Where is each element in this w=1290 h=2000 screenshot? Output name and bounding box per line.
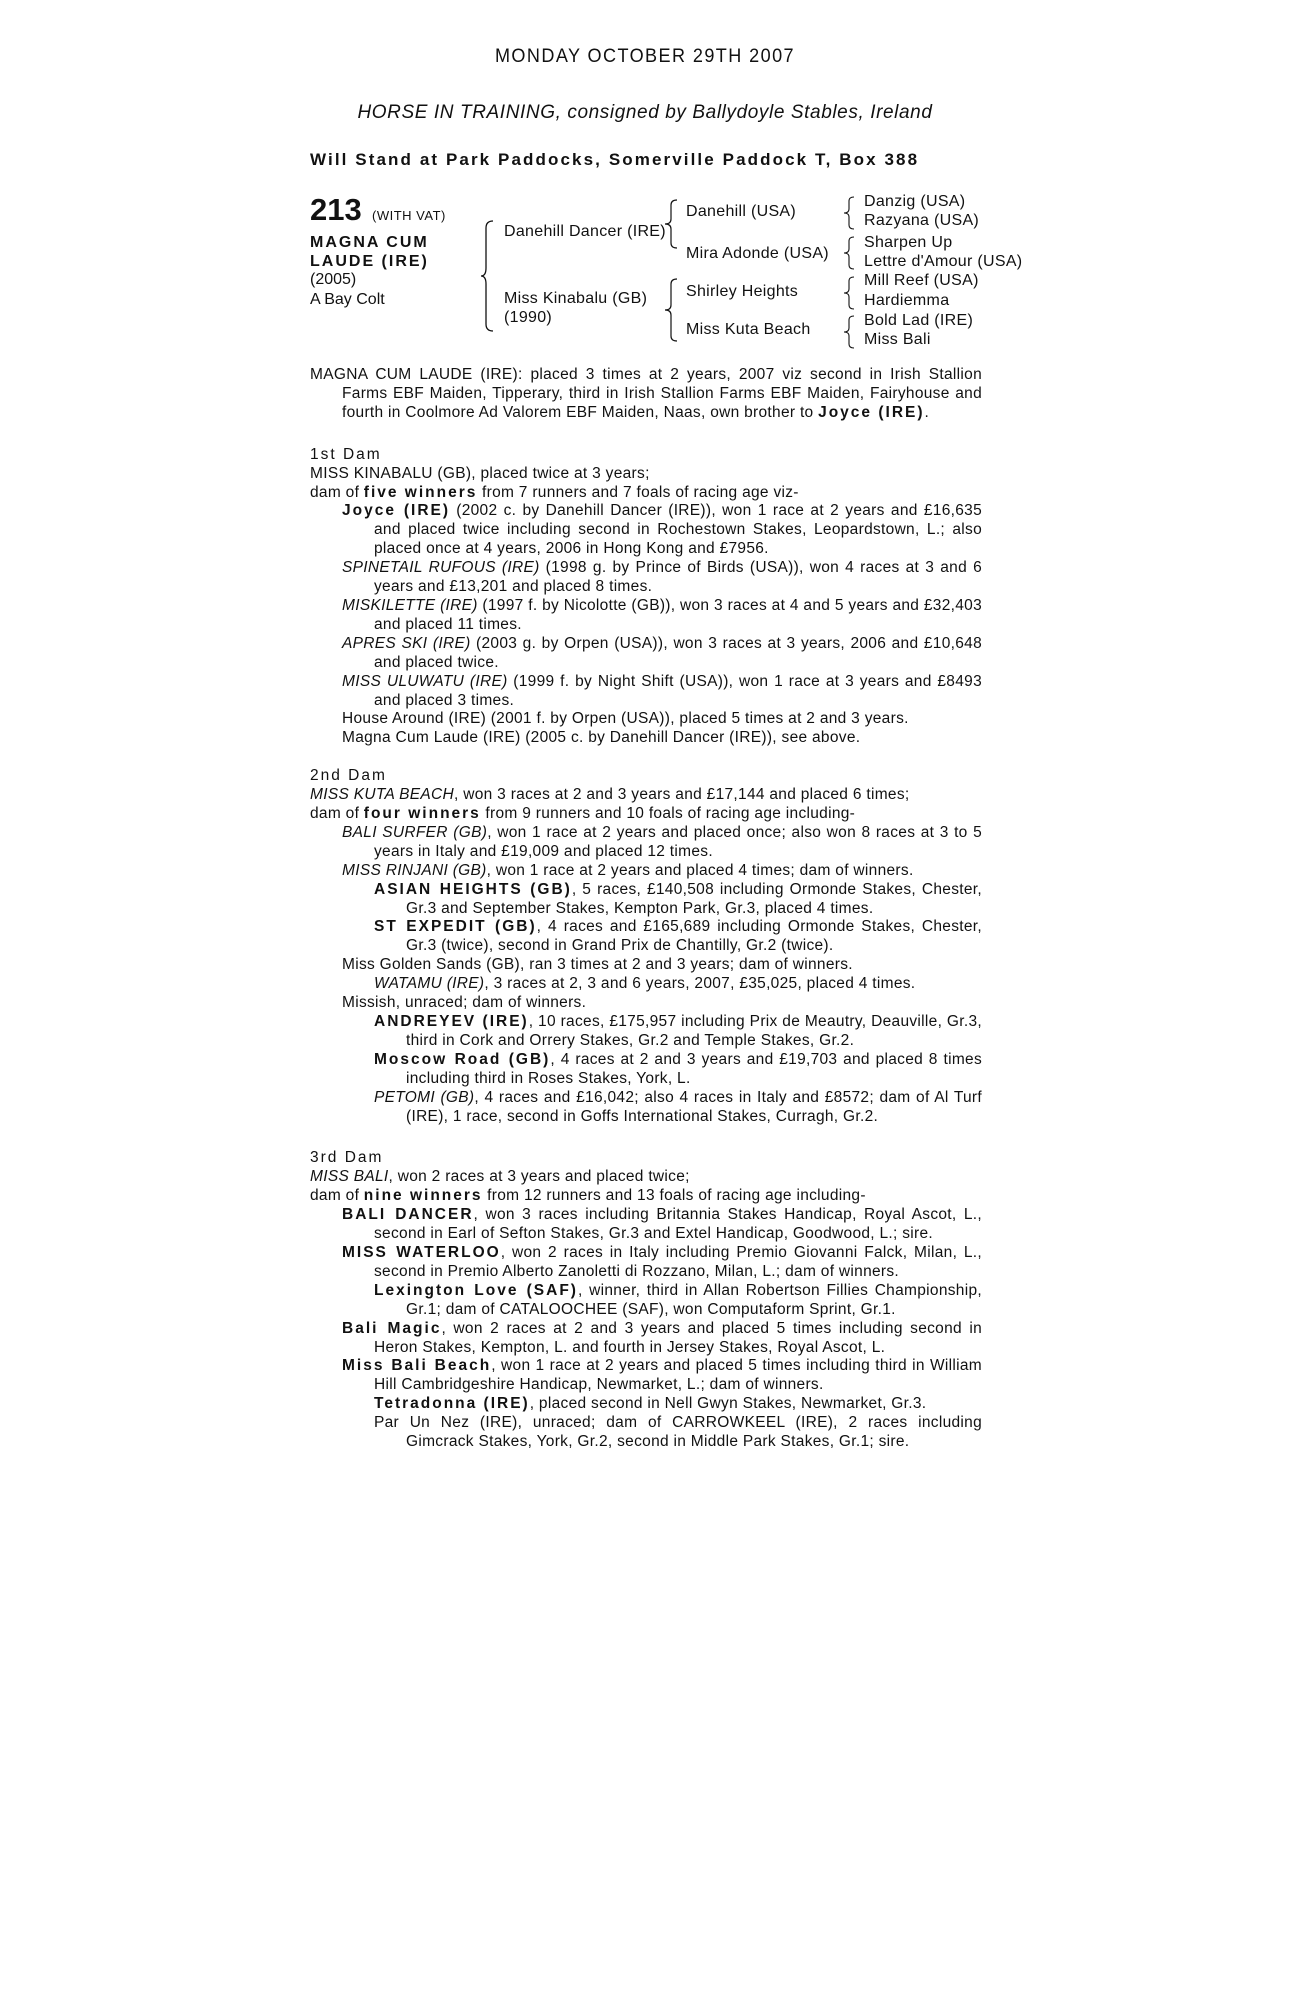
- pedigree-brace-g4: [843, 315, 855, 349]
- first-dam-entries: [310, 502, 982, 748]
- third-dam-line: [310, 1168, 982, 1187]
- pedigree-g5: Mill Reef (USA): [864, 272, 979, 289]
- produce-record: (2003 g. by Orpen (USA)), won 3 races at 3 years, 2006 and £10,648 and placed twice.: [374, 634, 982, 671]
- produce-name: Tetradonna (IRE): [374, 1395, 530, 1413]
- produce-entry: [310, 1206, 982, 1244]
- produce-record: , won 1 race at 2 years and placed 4 times; dam of winners.: [486, 861, 914, 879]
- produce-record: House Around (IRE) (2001 f. by Orpen (USA)), placed 5 times at 2 and 3 years.: [342, 710, 909, 728]
- produce-name: MISKILETTE (IRE): [342, 596, 478, 614]
- produce-suffix: from 9 runners and 10 foals of racing age including-: [480, 805, 856, 823]
- third-dam-produce-line: [310, 1187, 982, 1206]
- produce-entry: [310, 559, 982, 597]
- produce-entry: [310, 1320, 982, 1358]
- intro-horse-name: MAGNA CUM LAUDE (IRE): [310, 366, 519, 383]
- intro-paragraph: [310, 366, 982, 423]
- foaling-year: (2005): [310, 271, 357, 288]
- produce-name: WATAMU (IRE): [374, 975, 485, 993]
- second-dam-heading: 2nd Dam: [310, 767, 387, 785]
- vat-note: (WITH VAT): [372, 208, 446, 223]
- produce-name: Joyce (IRE): [342, 502, 451, 520]
- produce-name: MISS WATERLOO: [342, 1243, 501, 1261]
- produce-record: Magna Cum Laude (IRE) (2005 c. by Danehill Dancer (IRE)), see above.: [342, 729, 861, 747]
- produce-name: ST EXPEDIT (GB): [374, 918, 537, 936]
- sale-date: MONDAY OCTOBER 29TH 2007: [494, 46, 796, 67]
- pedigree-dam-year: (1990): [504, 309, 553, 326]
- produce-entry: [310, 1357, 982, 1395]
- lot-number: 213: [310, 192, 362, 227]
- intro-brother: Joyce (IRE): [818, 403, 925, 421]
- produce-name: BALI DANCER: [342, 1206, 474, 1224]
- produce-entry: [310, 1282, 982, 1320]
- produce-record: , won 1 race at 2 years and placed 5 times including third in William Hill Cambridgeshire Handicap, Newmarket, L.; dam of winners.: [374, 1357, 982, 1394]
- intro-end: .: [924, 403, 930, 421]
- produce-name: MISS RINJANI (GB): [342, 861, 487, 879]
- produce-entry: [310, 710, 982, 729]
- produce-record: (2002 c. by Danehill Dancer (IRE)), won 1 race at 2 years and £16,635 and placed twice including second in Rochestown Stakes, Leopardstown, L.; also placed once at 4 years, 2006 in Hong Kong and £7956.: [374, 502, 982, 558]
- second-dam-produce-line: [310, 805, 982, 824]
- pedigree-sire-sire: Danehill (USA): [686, 203, 797, 220]
- produce-entry: [310, 862, 982, 881]
- produce-entry: [310, 673, 982, 711]
- horse-name-line-1: MAGNA CUM: [310, 234, 429, 251]
- produce-entry: [310, 824, 982, 862]
- pedigree-g4: Lettre d'Amour (USA): [864, 253, 1023, 270]
- winners-count: four winners: [363, 805, 481, 823]
- intro-text: : placed 3 times at 2 years, 2007 viz second in Irish Stallion Farms EBF Maiden, Tipperary, third in Irish Stallion Farms EBF Maiden, Fairyhouse and fourth in Coolmore Ad Valorem EBF Maiden, Naas, own brother to: [342, 366, 982, 421]
- first-dam-produce-line: [310, 484, 982, 503]
- horse-description: A Bay Colt: [310, 291, 385, 308]
- produce-name: ANDREYEV (IRE): [374, 1013, 529, 1030]
- produce-name: PETOMI (GB): [374, 1088, 475, 1106]
- produce-record: , 4 races and £16,042; also 4 races in Italy and £8572; dam of Al Turf (IRE), 1 race, second in Goffs International Stakes, Curragh, Gr.2.: [406, 1088, 982, 1125]
- produce-record: (1997 f. by Nicolotte (GB)), won 3 races at 4 and 5 years and £32,403 and placed 11 times.: [374, 596, 983, 633]
- pedigree-g2: Razyana (USA): [864, 212, 980, 229]
- second-dam-name: MISS KUTA BEACH: [310, 786, 455, 804]
- produce-record: , won 3 races including Britannia Stakes Handicap, Royal Ascot, L., second in Earl of Sefton Stakes, Gr.3 and Extel Handicap, Goodwood, L.; sire.: [374, 1206, 983, 1243]
- produce-entry: Missish, unraced; dam of winners.: [342, 994, 587, 1012]
- produce-prefix: dam of: [310, 1187, 364, 1205]
- produce-record: , winner, third in Allan Robertson Fillies Championship, Gr.1; dam of CATALOOCHEE (SAF), won Computaform Sprint, Gr.1.: [406, 1281, 982, 1318]
- pedigree-dam-sire: Shirley Heights: [686, 283, 799, 300]
- winners-count: five winners: [363, 483, 478, 501]
- pedigree-g8: Miss Bali: [864, 331, 931, 348]
- pedigree-g7: Bold Lad (IRE): [864, 312, 974, 329]
- pedigree-g6: Hardiemma: [864, 292, 950, 309]
- produce-record: , 4 races and £165,689 including Ormonde Stakes, Chester, Gr.3 (twice), second in Grand Prix de Chantilly, Gr.2 (twice).: [406, 918, 982, 955]
- first-dam-line: MISS KINABALU (GB), placed twice at 3 years;: [310, 464, 650, 482]
- produce-entry: [310, 1051, 982, 1089]
- produce-suffix: from 7 runners and 7 foals of racing age viz-: [477, 483, 799, 501]
- pedigree-sire: Danehill Dancer (IRE): [504, 223, 666, 240]
- produce-record: , won 1 race at 2 years and placed once; also won 8 races at 3 to 5 years in Italy and £19,009 and placed 12 times.: [374, 823, 982, 860]
- produce-prefix: dam of: [310, 805, 364, 823]
- catalogue-body: [310, 366, 982, 1452]
- produce-record: , 10 races, £175,957 including Prix de Meautry, Deauville, Gr.3, third in Cork and Orrery Stakes, Gr.2 and Temple Stakes, Gr.2.: [406, 1013, 982, 1049]
- produce-name: ASIAN HEIGHTS (GB): [374, 880, 572, 898]
- produce-record: , won 2 races in Italy including Premio Giovanni Falck, Milan, L., second in Premio Alberto Zanoletti di Rozzano, Milan, L.; dam of winners.: [374, 1243, 983, 1280]
- produce-record: , 4 races at 2 and 3 years and £19,703 and placed 8 times including third in Roses Stakes, York, L.: [406, 1050, 982, 1087]
- produce-record: , placed second in Nell Gwyn Stakes, Newmarket, Gr.3.: [529, 1395, 927, 1413]
- pedigree-g3: Sharpen Up: [864, 234, 953, 251]
- produce-record: , 3 races at 2, 3 and 6 years, 2007, £35,025, placed 4 times.: [484, 975, 916, 993]
- produce-entry: [310, 918, 982, 956]
- pedigree-brace-g2: [843, 236, 855, 270]
- produce-entry: Par Un Nez (IRE), unraced; dam of CARROWKEEL (IRE), 2 races including Gimcrack Stakes, York, Gr.2, second in Middle Park Stakes, Gr.1; sire.: [374, 1414, 982, 1451]
- winners-count: nine winners: [363, 1187, 483, 1205]
- produce-entry: [310, 975, 982, 994]
- second-dam-text: , won 3 races at 2 and 3 years and £17,144 and placed 6 times;: [454, 786, 910, 804]
- produce-entry: [310, 1244, 982, 1282]
- produce-name: Moscow Road (GB): [374, 1050, 551, 1068]
- produce-prefix: dam of: [310, 483, 364, 501]
- produce-name: APRES SKI (IRE): [342, 634, 471, 652]
- horse-name-line-2: LAUDE (IRE): [310, 253, 429, 270]
- third-dam-text: , won 2 races at 3 years and placed twice;: [388, 1168, 690, 1186]
- horse-name: [310, 233, 450, 271]
- third-dam-name: MISS BALI: [310, 1168, 389, 1186]
- produce-entry: [310, 597, 982, 635]
- produce-name: SPINETAIL RUFOUS (IRE): [342, 559, 540, 577]
- produce-entry: [310, 881, 982, 919]
- produce-entry: [310, 1395, 982, 1414]
- pedigree-brace-sire: [664, 199, 678, 249]
- pedigree-g1: Danzig (USA): [864, 193, 966, 210]
- produce-name: MISS ULUWATU (IRE): [342, 672, 508, 690]
- produce-entry: [310, 635, 982, 673]
- stand-location: Will Stand at Park Paddocks, Somerville Paddock T, Box 388: [310, 150, 920, 169]
- produce-entry: [310, 1013, 982, 1051]
- third-dam-heading: 3rd Dam: [310, 1149, 384, 1167]
- produce-record: , won 2 races at 2 and 3 years and placed 5 times including second in Heron Stakes, Kempton, L. and fourth in Jersey Stakes, Royal Ascot, L.: [374, 1319, 982, 1356]
- pedigree-dam-dam: Miss Kuta Beach: [686, 321, 811, 338]
- produce-name: BALI SURFER (GB): [342, 823, 488, 841]
- pedigree-brace-g3: [843, 276, 855, 310]
- produce-entry: [310, 1089, 982, 1127]
- produce-record: , 5 races, £140,508 including Ormonde Stakes, Chester, Gr.3 and September Stakes, Kempton Park, Gr.3, placed 4 times.: [406, 880, 982, 917]
- pedigree-brace-dam: [664, 278, 678, 342]
- produce-record: (1998 g. by Prince of Birds (USA)), won 4 races at 3 and 6 years and £13,201 and placed 8 times.: [374, 559, 982, 596]
- pedigree-brace-main: [480, 220, 494, 332]
- produce-suffix: from 12 runners and 13 foals of racing age including-: [482, 1187, 866, 1205]
- produce-name: Bali Magic: [342, 1319, 442, 1337]
- produce-name: Lexington Love (SAF): [374, 1281, 578, 1299]
- pedigree-sire-dam: Mira Adonde (USA): [686, 245, 829, 262]
- second-dam-line: [310, 786, 982, 805]
- produce-entry: [310, 729, 982, 748]
- pedigree-dam: [504, 289, 647, 327]
- produce-record: (1999 f. by Night Shift (USA)), won 1 race at 3 years and £8493 and placed 3 times.: [374, 672, 982, 709]
- pedigree-dam-name: Miss Kinabalu (GB): [504, 290, 648, 307]
- produce-entry: [310, 502, 982, 559]
- consignment-line: HORSE IN TRAINING, consigned by Ballydoyle Stables, Ireland: [357, 102, 933, 123]
- pedigree-brace-g1: [843, 196, 855, 230]
- first-dam-heading: 1st Dam: [310, 445, 382, 463]
- produce-entry: Miss Golden Sands (GB), ran 3 times at 2 and 3 years; dam of winners.: [342, 956, 853, 974]
- produce-name: Miss Bali Beach: [342, 1357, 492, 1375]
